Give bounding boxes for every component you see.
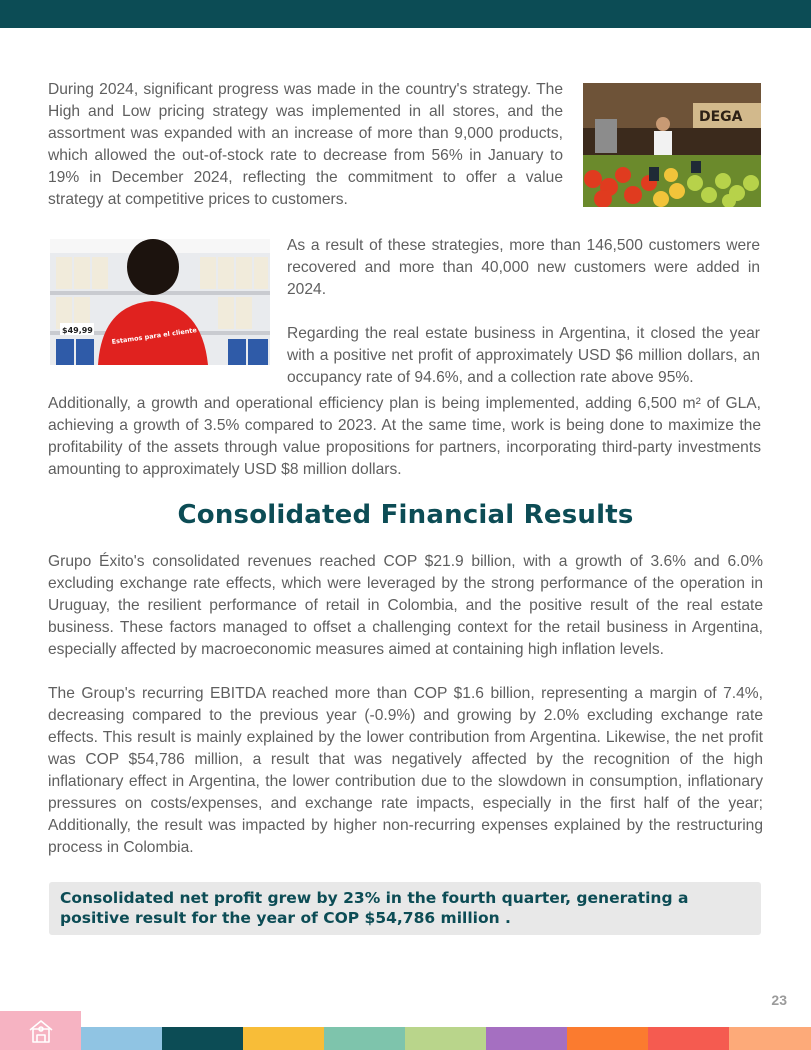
price-tag-text: $49,99: [62, 326, 93, 335]
strip-segment-teal: [162, 1027, 243, 1050]
paragraph-ebitda: The Group's recurring EBITDA reached more than COP $1.6 billion, representing a margin of 7.4%, decreasing compared to the previous year (-0.9%) and growing by 2.0% excluding exchange rate effects. This result is mainly explained by the lower contribution from Argentina. Likewise, the net profit was COP $54,786 million, a result that was negatively affected by the recognition of the high inflationary effect in Argentina, the lower contribution due to the slowdown in consumption, inflationary pressures on costs/expenses, and exchange rate impacts, especially in the first half of the year; Additionally, the result was impacted by higher non-recurring expenses explained by the restructuring process in Colombia.: [48, 685, 763, 856]
strip-segment-peach: [729, 1027, 811, 1050]
page-number: 23: [771, 992, 787, 1008]
strip-segment-red: [648, 1027, 729, 1050]
produce-store-photo: [583, 83, 761, 207]
section-heading: Consolidated Financial Results: [177, 500, 634, 530]
store-sign-text: DEGA: [699, 109, 743, 125]
strip-segment-lime: [405, 1027, 486, 1050]
strip-segment-blue: [81, 1027, 162, 1050]
house-logo-icon: [26, 1016, 56, 1046]
color-strip: [0, 1027, 811, 1050]
brand-logo: [0, 1011, 81, 1050]
strip-segment-yellow: [243, 1027, 324, 1050]
produce-store-illustration: [583, 83, 761, 207]
shirt-text: Estamos para el cliente: [111, 326, 198, 346]
paragraph-revenues: Grupo Éxito's consolidated revenues reached COP $21.9 billion, with a growth of 3.6% and 6.0% excluding exchange rate effects, which were leveraged by the strong performance of the operation in Uruguay, the resilient performance of retail in Colombia, and the positive result of the real estate business. These factors managed to offset a challenging context for the retail business in Argentina, especially affected by macroeconomic measures aimed at containing high inflation levels.: [48, 553, 763, 658]
strip-segment-orange: [567, 1027, 648, 1050]
paragraph-real-estate-intro: Regarding the real estate business in Argentina, it closed the year with a positive net profit of approximately USD $6 million dollars, an occupancy rate of 94.6%, and a collection rate above 95%.: [287, 325, 760, 386]
paragraph-real-estate-growth: Additionally, a growth and operational efficiency plan is being implemented, adding 6,500 m² of GLA, achieving a growth of 3.5% compared to 2023. At the same time, work is being done to maximize the profitability of the assets through value propositions for partners, incorporating third-party investments amounting to approximately USD $8 million dollars.: [48, 395, 761, 478]
paragraph-customers: As a result of these strategies, more than 146,500 customers were recovered and more than 40,000 new customers were added in 2024.: [287, 237, 760, 298]
strip-segment-purple: [486, 1027, 567, 1050]
callout-text: Consolidated net profit grew by 23% in the fourth quarter, generating a positive result for the year of COP $54,786 million .: [60, 889, 689, 927]
employee-shelves-illustration: [50, 239, 270, 365]
top-brand-bar: [0, 0, 811, 28]
highlight-callout: [49, 882, 761, 935]
strip-segment-mint: [324, 1027, 405, 1050]
employee-shelves-photo: [50, 239, 270, 365]
paragraph-pricing-strategy: During 2024, significant progress was made in the country's strategy. The High and Low pricing strategy was implemented in all stores, and the assortment was expanded with an increase of more than 9,000 products, which allowed the out-of-stock rate to decrease from 56% in January to 19% in December 2024, reflecting the commitment to offer a value strategy at competitive prices to customers.: [48, 81, 563, 208]
